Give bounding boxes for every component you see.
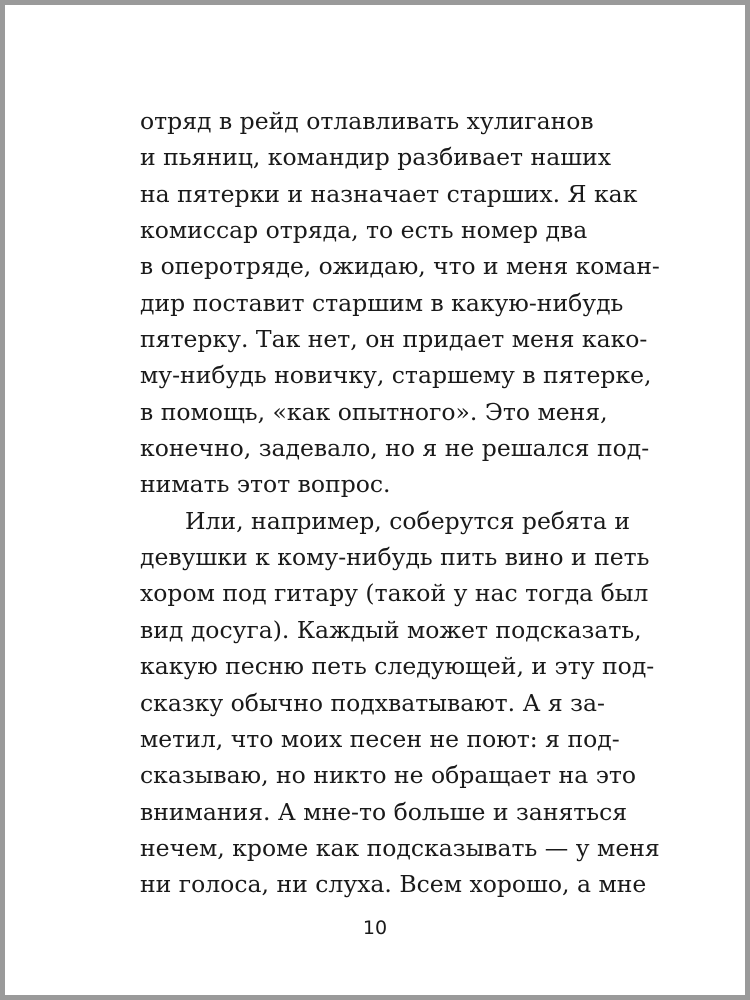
text-line: дир поставит старшим в какую-нибудь (140, 288, 624, 317)
text-line: ни голоса, ни слуха. Всем хорошо, а мне (140, 870, 647, 899)
text-line: метил, что моих песен не поют: я под- (140, 724, 620, 753)
text-line: конечно, задевало, но я не решался под- (140, 434, 650, 463)
page-number: 10 (362, 917, 388, 939)
text-line: сказку обычно подхватывают. А я за- (140, 688, 605, 717)
text-line: девушки к кому-нибудь пить вино и петь (140, 543, 650, 572)
text-line: отряд в рейд отлавливать хулиганов (140, 107, 594, 135)
text-line: в помощь, «как опытного». Это меня, (140, 397, 608, 426)
text-line: комиссар отряда, то есть номер два (140, 216, 588, 245)
text-line: какую песню петь следующей, и эту под- (140, 652, 655, 681)
body-text (140, 103, 660, 903)
text-line: в оперотряде, ожидаю, что и меня коман- (140, 252, 660, 281)
text-line: нимать этот вопрос. (140, 470, 391, 499)
text-line: и пьяниц, командир разбивает наших (140, 143, 611, 172)
text-line: внимания. А мне-то больше и заняться (140, 797, 628, 826)
text-line: хором под гитару (такой у нас тогда был (140, 579, 649, 608)
text-line: пятерку. Так нет, он придает меня како- (140, 325, 648, 354)
text-line: на пятерки и назначает старших. Я как (140, 179, 638, 208)
text-line: вид досуга). Каждый может подсказать, (140, 615, 642, 644)
book-page (5, 5, 745, 995)
text-line: Или, например, соберутся ребята и (185, 506, 630, 535)
text-line: му-нибудь новичку, старшему в пятерке, (140, 361, 652, 390)
text-line: нечем, кроме как подсказывать — у меня (140, 833, 660, 862)
text-line: сказываю, но никто не обращает на это (140, 761, 637, 790)
